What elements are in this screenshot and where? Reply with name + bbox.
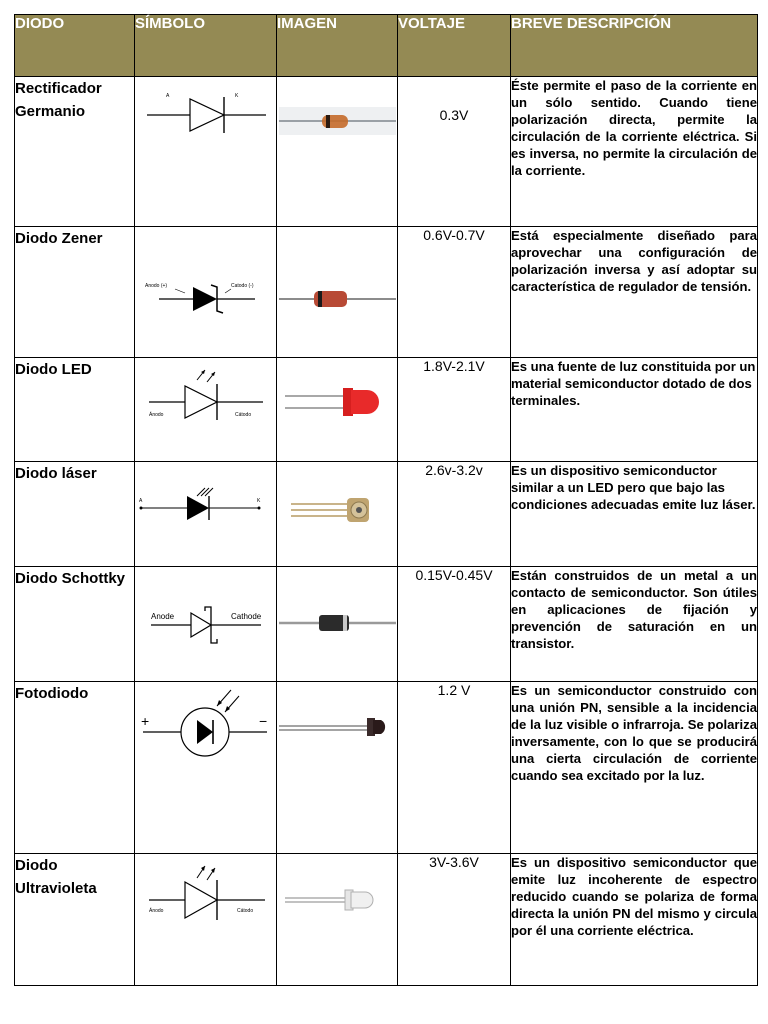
diode-name: Diodo láser <box>15 462 135 567</box>
header-imagen: IMAGEN <box>277 15 398 77</box>
table-row <box>15 682 758 854</box>
schottky-diode-symbol-icon <box>135 567 277 681</box>
image-cell <box>277 462 398 567</box>
symbol-anode-label: Anode <box>151 612 175 621</box>
header-descripcion: BREVE DESCRIPCIÓN <box>511 15 758 77</box>
table-row <box>15 358 758 462</box>
rectifier-diode-symbol-icon <box>135 77 277 226</box>
led-symbol-icon <box>135 358 277 461</box>
table-row <box>15 227 758 358</box>
header-diodo: DIODO <box>15 15 135 77</box>
diode-description: Es una fuente de luz constituida por un material semiconductor dotado de dos terminales. <box>511 358 758 462</box>
uv-diode-photo-icon <box>277 854 398 985</box>
symbol-cell <box>135 77 277 227</box>
image-cell <box>277 358 398 462</box>
symbol-anode-label: A <box>139 498 143 504</box>
image-cell <box>277 682 398 854</box>
photodiode-photo-icon <box>277 682 398 853</box>
image-cell <box>277 77 398 227</box>
table-row <box>15 462 758 567</box>
table-row <box>15 854 758 986</box>
symbol-anode-label: Anodo (+) <box>145 283 168 289</box>
diode-voltage: 0.6V-0.7V <box>398 227 511 358</box>
symbol-cell <box>135 358 277 462</box>
diode-name: Diodo Zener <box>15 227 135 358</box>
symbol-anode-label: Ánodo <box>149 412 164 418</box>
diode-name: Diodo Schottky <box>15 567 135 682</box>
symbol-cathode-label: K <box>235 93 239 99</box>
symbol-cell <box>135 227 277 358</box>
symbol-cell <box>135 854 277 986</box>
diode-description: Es un semiconductor construido con una unión PN, sensible a la incidencia de la luz visible o infrarroja. Se polariza inversamente, con lo que se producirá una cierta circulación de corriente cuando sea excitado por la luz. <box>511 682 758 854</box>
uv-diode-symbol-icon <box>135 854 277 985</box>
photodiode-symbol-icon <box>135 682 277 853</box>
diode-description: Éste permite el paso de la corriente en un sólo sentido. Cuando tiene polarización directa, permite la circulación de la corriente eléctrica. Si es inversa, no permite la circulación de la corriente. <box>511 77 758 227</box>
schottky-diode-photo-icon <box>277 567 398 681</box>
diode-voltage: 3V-3.6V <box>398 854 511 986</box>
diode-voltage: 1.2 V <box>398 682 511 854</box>
diode-description: Están construidos de un metal a un contacto de semiconductor. Son útiles en aplicaciones de fijación y prevención de saturación en un transistor. <box>511 567 758 682</box>
symbol-cell <box>135 682 277 854</box>
symbol-cathode-label: Cathode <box>231 612 262 621</box>
laser-diode-symbol-icon <box>135 462 277 566</box>
header-voltaje: VOLTAJE <box>398 15 511 77</box>
germanium-diode-photo-icon <box>277 77 398 226</box>
diode-name: Diodo LED <box>15 358 135 462</box>
diode-voltage: 0.15V-0.45V <box>398 567 511 682</box>
image-cell <box>277 227 398 358</box>
diode-name: Rectificador Germanio <box>15 77 135 227</box>
symbol-cathode-label: Cátodo <box>237 908 254 914</box>
symbol-anode-label: Ánodo <box>149 908 164 914</box>
symbol-cathode-label: K <box>257 498 261 504</box>
symbol-cathode-label: − <box>259 713 268 729</box>
symbol-anode-label: A <box>166 93 170 99</box>
diode-voltage: 1.8V-2.1V <box>398 358 511 462</box>
symbol-cathode-label: Cátodo <box>235 412 252 418</box>
zener-diode-photo-icon <box>277 227 398 357</box>
symbol-cell <box>135 462 277 567</box>
diode-name: Fotodiodo <box>15 682 135 854</box>
symbol-anode-label: + <box>141 713 150 729</box>
image-cell <box>277 854 398 986</box>
image-cell <box>277 567 398 682</box>
symbol-cell <box>135 567 277 682</box>
table-row <box>15 567 758 682</box>
diode-voltage: 0.3V <box>398 77 511 227</box>
diode-description: Es un dispositivo semiconductor similar a un LED pero que bajo las condiciones adecuadas emite luz láser. <box>511 462 758 567</box>
diode-voltage: 2.6v-3.2v <box>398 462 511 567</box>
header-simbolo: SÍMBOLO <box>135 15 277 77</box>
laser-diode-photo-icon <box>277 462 398 566</box>
zener-diode-symbol-icon <box>135 227 277 357</box>
table-row <box>15 77 758 227</box>
table-header <box>15 15 758 77</box>
symbol-cathode-label: Catodo (-) <box>231 283 254 289</box>
led-photo-icon <box>277 358 398 461</box>
diode-table <box>14 14 758 986</box>
diode-description: Es un dispositivo semiconductor que emite luz incoherente de espectro reducido cuando se polariza de forma directa la unión PN del mismo y circula por él una corriente eléctrica. <box>511 854 758 986</box>
diode-description: Está especialmente diseñado para aprovechar una configuración de polarización inversa y así adoptar su característica de regulador de tensión. <box>511 227 758 358</box>
diode-name: Diodo Ultravioleta <box>15 854 135 986</box>
